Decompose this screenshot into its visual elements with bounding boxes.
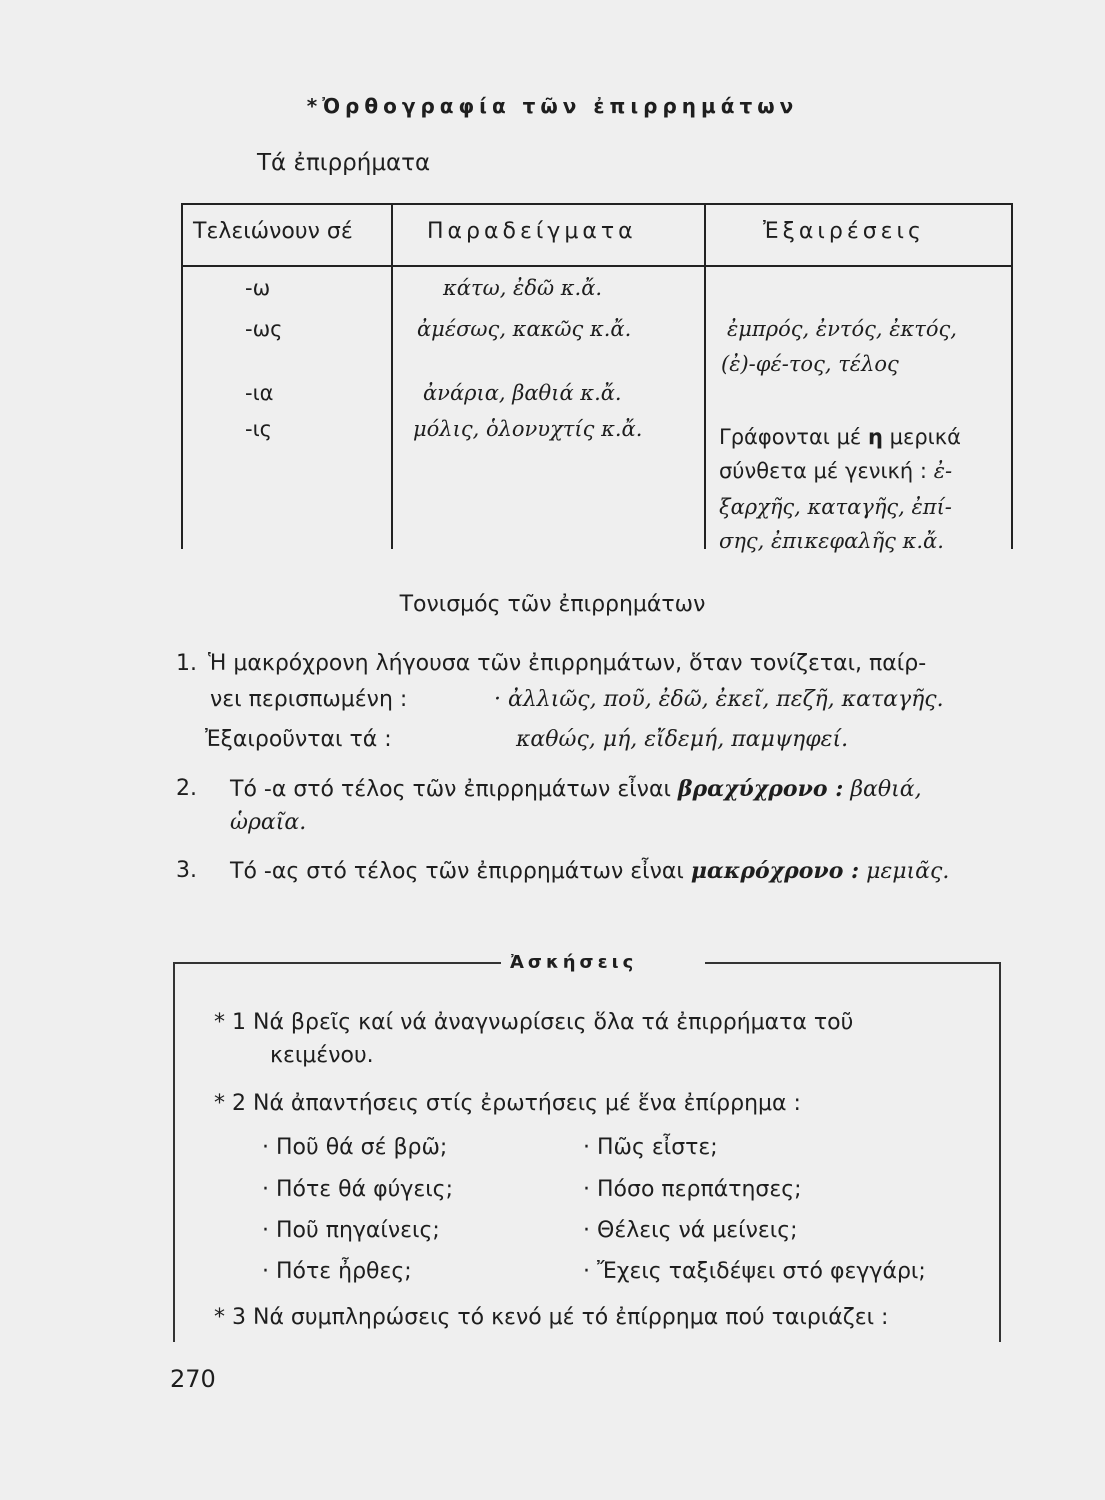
exercises-box-top-left bbox=[173, 962, 501, 964]
table-left-border bbox=[181, 203, 183, 549]
exception-note-letter: η bbox=[867, 425, 883, 449]
question-text: Πῶς εἶστε; bbox=[597, 1135, 718, 1160]
rule-2-example: βαθιά, bbox=[850, 777, 922, 802]
example-cell: μόλις, ὁλονυχτίς κ.ἄ. bbox=[413, 417, 643, 441]
header-examples: Παραδείγματα bbox=[427, 219, 637, 244]
exception-note-text: ἐ- bbox=[933, 459, 953, 483]
exception-note-text: μερικά bbox=[889, 425, 961, 449]
header-exceptions: Ἐξαιρέσεις bbox=[763, 219, 925, 244]
question-item: · Πόσο περπάτησες; bbox=[583, 1177, 802, 1202]
rule-2-bold: βραχύχρονο : bbox=[677, 776, 844, 802]
question-text: Θέλεις νά μείνεις; bbox=[597, 1218, 798, 1243]
example-cell: ἀμέσως, κακῶς κ.ἄ. bbox=[417, 317, 632, 341]
exercises-box-top-right bbox=[705, 962, 999, 964]
example-cell: κάτω, ἐδῶ κ.ἄ. bbox=[443, 276, 603, 300]
question-item: · Ποῦ θά σέ βρῶ; bbox=[262, 1135, 448, 1160]
rule-number: 1. bbox=[176, 651, 197, 676]
page-number: 270 bbox=[170, 1365, 216, 1393]
question-item: · Πότε θά φύγεις; bbox=[262, 1177, 454, 1202]
exception-cell: ξαρχῆς, καταγῆς, ἐπί- bbox=[719, 495, 952, 519]
exception-note bbox=[719, 425, 961, 449]
exception-note-text: Γράφονται μέ bbox=[719, 425, 862, 449]
rule-3-bold: μακρόχρονο : bbox=[690, 858, 860, 884]
exception-note-text: σύνθετα μέ γενική : bbox=[719, 459, 927, 483]
rule-1-text: Ἡ μακρόχρονη λήγουσα τῶν ἐπιρρημάτων, ὅταν τονίζεται, παίρ- bbox=[208, 651, 927, 676]
ending-cell: -ω bbox=[245, 276, 271, 300]
rule-1-text: νει περισπωμένη : bbox=[210, 687, 408, 712]
table-column-divider bbox=[704, 203, 706, 549]
question-text: Ἔχεις ταξιδέψει στό φεγγάρι; bbox=[597, 1259, 926, 1284]
table-top-border bbox=[181, 203, 1013, 205]
rule-3-example: μεμιᾶς. bbox=[866, 859, 950, 884]
rule-1-exceptions: Ἐξαιροῦνται τά : bbox=[205, 727, 392, 752]
rule-1-examples: · ἀλλιῶς, ποῦ, ἐδῶ, ἐκεῖ, πεζῆ, καταγῆς. bbox=[494, 687, 944, 712]
exercise-1: κειμένου. bbox=[270, 1043, 374, 1068]
table-header-border bbox=[181, 265, 1013, 267]
exercise-2: * 2 Νά ἀπαντήσεις στίς ἐρωτήσεις μέ ἕνα ἐπίρρημα : bbox=[214, 1091, 801, 1116]
rule-number: 3. bbox=[176, 858, 197, 883]
question-item: · Πῶς εἶστε; bbox=[583, 1135, 718, 1160]
table-column-divider bbox=[391, 203, 393, 549]
exercises-title: Ἀσκήσεις bbox=[510, 952, 638, 973]
rule-2-example: ὡραῖα. bbox=[230, 810, 307, 835]
spelling-table bbox=[181, 203, 1013, 553]
rule-2-text: Τό -α στό τέλος τῶν ἐπιρρημάτων εἶναι bbox=[230, 777, 671, 802]
intro-text: Τά ἐπιρρήματα bbox=[257, 150, 431, 176]
section-title: *Ὀρθογραφία τῶν ἐπιρρημάτων bbox=[306, 94, 799, 118]
question-text: Ποῦ θά σέ βρῶ; bbox=[276, 1135, 448, 1160]
question-text: Πότε θά φύγεις; bbox=[276, 1177, 454, 1202]
exception-cell: (ἐ)-φέ-τος, τέλος bbox=[721, 352, 899, 376]
exercise-1: * 1 Νά βρεῖς καί νά ἀναγνωρίσεις ὅλα τά ἐπιρρήματα τοῦ bbox=[214, 1010, 854, 1035]
header-endings: Τελειώνουν σέ bbox=[193, 219, 353, 244]
rule-2 bbox=[230, 776, 922, 802]
question-item: · Ποῦ πηγαίνεις; bbox=[262, 1218, 440, 1243]
ending-cell: -ις bbox=[245, 417, 273, 441]
exception-cell: ἐμπρός, ἐντός, ἐκτός, bbox=[727, 317, 957, 341]
question-text: Πόσο περπάτησες; bbox=[597, 1177, 802, 1202]
example-cell: ἀνάρια, βαθιά κ.ἄ. bbox=[423, 381, 622, 405]
rule-1-examples-text: ἀλλιῶς, ποῦ, ἐδῶ, ἐκεῖ, πεζῆ, καταγῆς. bbox=[508, 687, 944, 712]
exception-cell: σης, ἐπικεφαλῆς κ.ἄ. bbox=[719, 529, 944, 553]
question-text: Ποῦ πηγαίνεις; bbox=[276, 1218, 440, 1243]
exception-note bbox=[719, 459, 952, 483]
question-item: · Ἔχεις ταξιδέψει στό φεγγάρι; bbox=[583, 1259, 926, 1284]
question-text: Πότε ἦρθες; bbox=[276, 1259, 412, 1284]
question-item: · Πότε ἦρθες; bbox=[262, 1259, 412, 1284]
question-item: · Θέλεις νά μείνεις; bbox=[583, 1218, 798, 1243]
rule-3-text: Τό -ας στό τέλος τῶν ἐπιρρημάτων εἶναι bbox=[230, 859, 684, 884]
rule-number: 2. bbox=[176, 776, 197, 801]
ending-cell: -ια bbox=[245, 381, 274, 405]
exercise-3: * 3 Νά συμπληρώσεις τό κενό μέ τό ἐπίρρημα πού ταιριάζει : bbox=[214, 1305, 889, 1330]
table-right-border bbox=[1011, 203, 1013, 549]
ending-cell: -ως bbox=[245, 317, 283, 341]
rule-3 bbox=[230, 858, 949, 884]
accent-section-title: Τονισμός τῶν ἐπιρρημάτων bbox=[399, 592, 706, 617]
rule-1-exceptions-examples: καθώς, μή, εἴδεμή, παμψηφεί. bbox=[516, 727, 849, 752]
